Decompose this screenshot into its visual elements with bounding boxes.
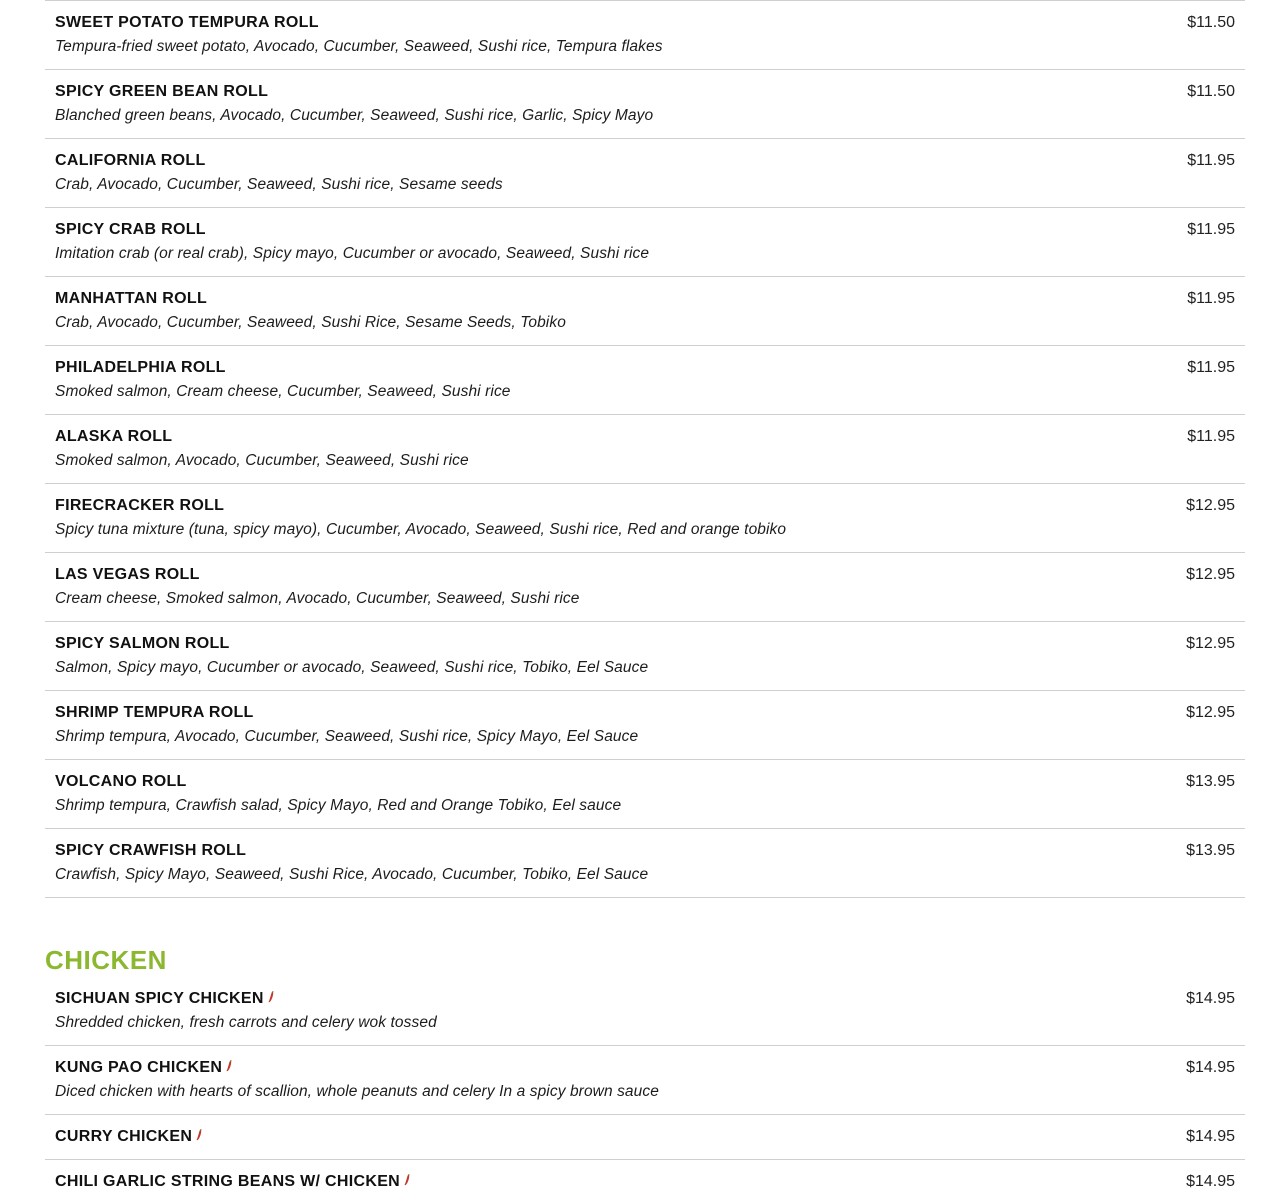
item-name: PHILADELPHIA ROLL [55, 359, 226, 376]
item-description: Crawfish, Spicy Mayo, Seaweed, Sushi Rice, Avocado, Cucumber, Tobiko, Eel Sauce [55, 866, 649, 883]
menu-item [45, 622, 1245, 691]
menu-item [45, 1160, 1245, 1204]
item-name: FIRECRACKER ROLL [55, 497, 225, 514]
item-price: $12.95 [1186, 566, 1235, 583]
menu-item [45, 1046, 1245, 1115]
item-description: Imitation crab (or real crab), Spicy mayo, Cucumber or avocado, Seaweed, Sushi rice [55, 245, 650, 262]
item-price: $13.95 [1186, 842, 1235, 859]
item-price: $12.95 [1186, 635, 1235, 652]
item-description: Shredded chicken, fresh carrots and celery wok tossed [55, 1014, 437, 1031]
item-name: SPICY GREEN BEAN ROLL [55, 83, 269, 100]
menu-item [45, 139, 1245, 208]
item-price: $14.95 [1186, 1128, 1235, 1145]
menu-item [45, 691, 1245, 760]
item-name: SICHUAN SPICY CHICKEN [55, 990, 264, 1007]
item-price: $11.50 [1187, 14, 1235, 31]
item-name: SPICY CRAB ROLL [55, 221, 206, 238]
menu-item [45, 1, 1245, 70]
chicken-list [45, 977, 1245, 1204]
item-name: CALIFORNIA ROLL [55, 152, 206, 169]
item-price: $11.95 [1187, 152, 1235, 169]
item-description: Shrimp tempura, Crawfish salad, Spicy Mayo, Red and Orange Tobiko, Eel sauce [55, 797, 622, 814]
item-name: LAS VEGAS ROLL [55, 566, 200, 583]
menu-item [45, 829, 1245, 898]
chili-pepper-icon [226, 1060, 232, 1072]
item-price: $14.95 [1186, 1173, 1235, 1190]
section-heading-chicken: CHICKEN [45, 945, 167, 975]
chili-pepper-icon [196, 1129, 202, 1141]
item-price: $14.95 [1186, 990, 1235, 1007]
menu-item [45, 484, 1245, 553]
menu-item [45, 277, 1245, 346]
rolls-list [45, 0, 1245, 898]
menu-item [45, 977, 1245, 1046]
item-name: MANHATTAN ROLL [55, 290, 208, 307]
item-price: $11.95 [1187, 359, 1235, 376]
item-description: Shrimp tempura, Avocado, Cucumber, Seaweed, Sushi rice, Spicy Mayo, Eel Sauce [55, 728, 639, 745]
menu-item [45, 346, 1245, 415]
chili-pepper-icon [404, 1174, 410, 1186]
item-price: $11.50 [1187, 83, 1235, 100]
item-price: $12.95 [1186, 497, 1235, 514]
item-description: Smoked salmon, Cream cheese, Cucumber, Seaweed, Sushi rice [55, 383, 511, 400]
item-description: Crab, Avocado, Cucumber, Seaweed, Sushi Rice, Sesame Seeds, Tobiko [55, 314, 566, 331]
item-name: VOLCANO ROLL [55, 773, 187, 790]
item-price: $11.95 [1187, 221, 1235, 238]
item-name: SHRIMP TEMPURA ROLL [55, 704, 254, 721]
item-description: Smoked salmon, Avocado, Cucumber, Seaweed, Sushi rice [55, 452, 469, 469]
menu-item [45, 70, 1245, 139]
item-price: $14.95 [1186, 1059, 1235, 1076]
menu-page [45, 0, 1245, 898]
item-name-row [55, 990, 274, 1008]
menu-item [45, 415, 1245, 484]
item-name: SWEET POTATO TEMPURA ROLL [55, 14, 319, 31]
item-name: ALASKA ROLL [55, 428, 173, 445]
item-price: $12.95 [1186, 704, 1235, 721]
item-description: Crab, Avocado, Cucumber, Seaweed, Sushi rice, Sesame seeds [55, 176, 503, 193]
item-name-row [55, 1059, 232, 1077]
item-name: SPICY SALMON ROLL [55, 635, 230, 652]
item-description: Cream cheese, Smoked salmon, Avocado, Cucumber, Seaweed, Sushi rice [55, 590, 580, 607]
item-name: CHILI GARLIC STRING BEANS W/ CHICKEN [55, 1173, 401, 1190]
item-description: Tempura-fried sweet potato, Avocado, Cucumber, Seaweed, Sushi rice, Tempura flakes [55, 38, 663, 55]
menu-item [45, 553, 1245, 622]
item-name-row [55, 1128, 202, 1146]
item-name: SPICY CRAWFISH ROLL [55, 842, 247, 859]
item-description: Spicy tuna mixture (tuna, spicy mayo), Cucumber, Avocado, Seaweed, Sushi rice, Red and orange tobiko [55, 521, 787, 538]
menu-item [45, 208, 1245, 277]
item-price: $13.95 [1186, 773, 1235, 790]
item-name: CURRY CHICKEN [55, 1128, 193, 1145]
item-description: Salmon, Spicy mayo, Cucumber or avocado, Seaweed, Sushi rice, Tobiko, Eel Sauce [55, 659, 649, 676]
item-name: KUNG PAO CHICKEN [55, 1059, 223, 1076]
item-price: $11.95 [1187, 428, 1235, 445]
item-description: Diced chicken with hearts of scallion, whole peanuts and celery In a spicy brown sauce [55, 1083, 659, 1100]
menu-item [45, 760, 1245, 829]
menu-item [45, 1115, 1245, 1160]
chili-pepper-icon [268, 991, 274, 1003]
item-description: Blanched green beans, Avocado, Cucumber, Seaweed, Sushi rice, Garlic, Spicy Mayo [55, 107, 654, 124]
item-price: $11.95 [1187, 290, 1235, 307]
item-name-row [55, 1173, 410, 1191]
